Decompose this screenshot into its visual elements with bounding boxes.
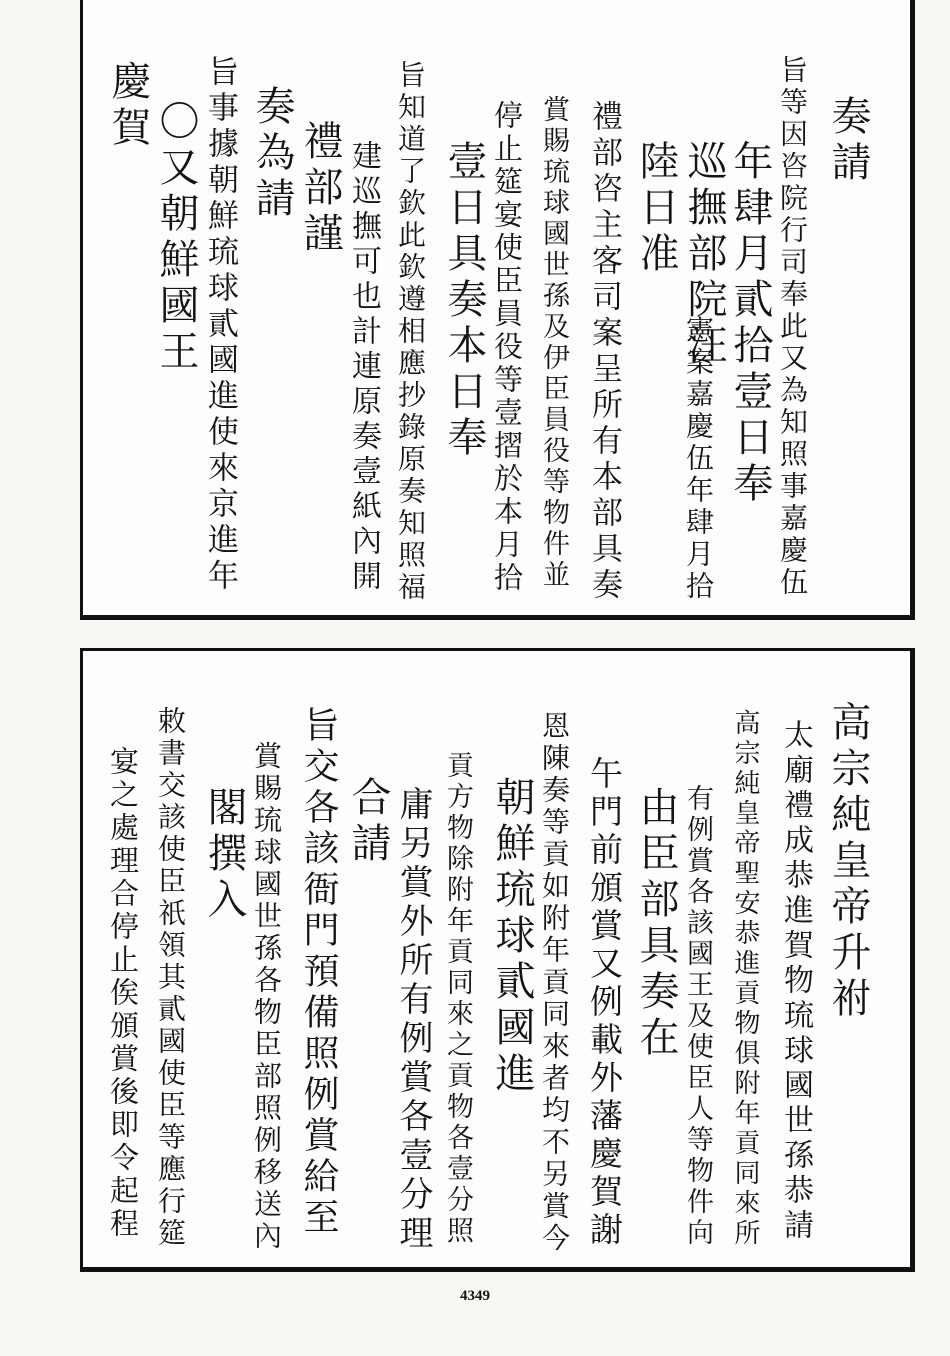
- bottom-document-panel: [80, 648, 915, 1272]
- text-column: 旨事據朝鮮琉球貳國進使來京進年: [202, 55, 238, 595]
- text-column: 建巡撫可也計連原奏壹紙內開: [346, 140, 381, 595]
- text-column: 有例賞各該國王及使臣人等物件向: [682, 784, 713, 1249]
- text-column: 恩陳奏等貢如附年貢同來者均不另賞今: [538, 711, 571, 1255]
- text-column: 禮部咨主客司案呈所有本部具奏: [586, 100, 622, 604]
- text-column: 年肆月貳拾壹日奉: [727, 140, 773, 508]
- text-column: 敕書交該使臣祇領其貳國使臣等應行筵: [154, 706, 187, 1250]
- text-column: 午門前頒賞又例載外藩慶賀謝: [585, 756, 624, 1250]
- text-column: 停止筵宴使臣員役等壹摺於本月拾: [490, 100, 524, 595]
- text-column: 由臣部具奏在: [633, 786, 679, 1062]
- text-column: 宴之處理合停止俟頒賞後即令起程: [106, 746, 140, 1241]
- text-column: 陸日准: [633, 140, 679, 278]
- page-number: 4349: [460, 1288, 490, 1304]
- text-column: 禮部謹: [297, 120, 343, 258]
- text-column: 賞賜琉球國世孫及伊臣員役等物件並: [538, 95, 569, 591]
- text-column: 旨知道了欽此欽遵相應抄錄原奏知照福: [394, 60, 427, 604]
- text-column: 旨等因咨院行司奉此又為知照事嘉慶伍: [776, 55, 809, 599]
- text-column: 閣撰入: [201, 786, 247, 924]
- text-column: 高宗純皇帝升祔: [825, 701, 871, 1023]
- text-column: 憲案嘉慶伍年肆月拾: [682, 315, 715, 603]
- text-column: 巡撫部院汪: [681, 140, 727, 370]
- text-column: 高宗純皇帝聖安恭進貢物俱附年貢同來所: [730, 709, 760, 1249]
- text-column: 奏為請: [249, 85, 295, 223]
- text-column: 朝鮮琉球貳國進: [489, 776, 535, 1098]
- text-column: 壹日具奏本日奉: [441, 140, 487, 462]
- text-column: 慶賀: [105, 60, 151, 152]
- top-document-panel: [80, 0, 915, 620]
- text-column: 〇又朝鮮國王: [153, 100, 199, 376]
- text-column: 太廟禮成恭進賀物琉球國世孫恭請: [778, 719, 813, 1244]
- text-column: 旨交各該衙門預備照例賞給至: [298, 706, 339, 1239]
- text-column: 庸另賞外所有例賞各壹分理: [393, 786, 433, 1254]
- text-column: 賞賜琉球國世孫各物臣部照例移送內: [250, 741, 283, 1253]
- text-column: 合請: [345, 776, 391, 868]
- text-column: 貢方物除附年貢同來之貢物各壹分照: [442, 751, 473, 1247]
- text-column: 奏請: [825, 95, 871, 187]
